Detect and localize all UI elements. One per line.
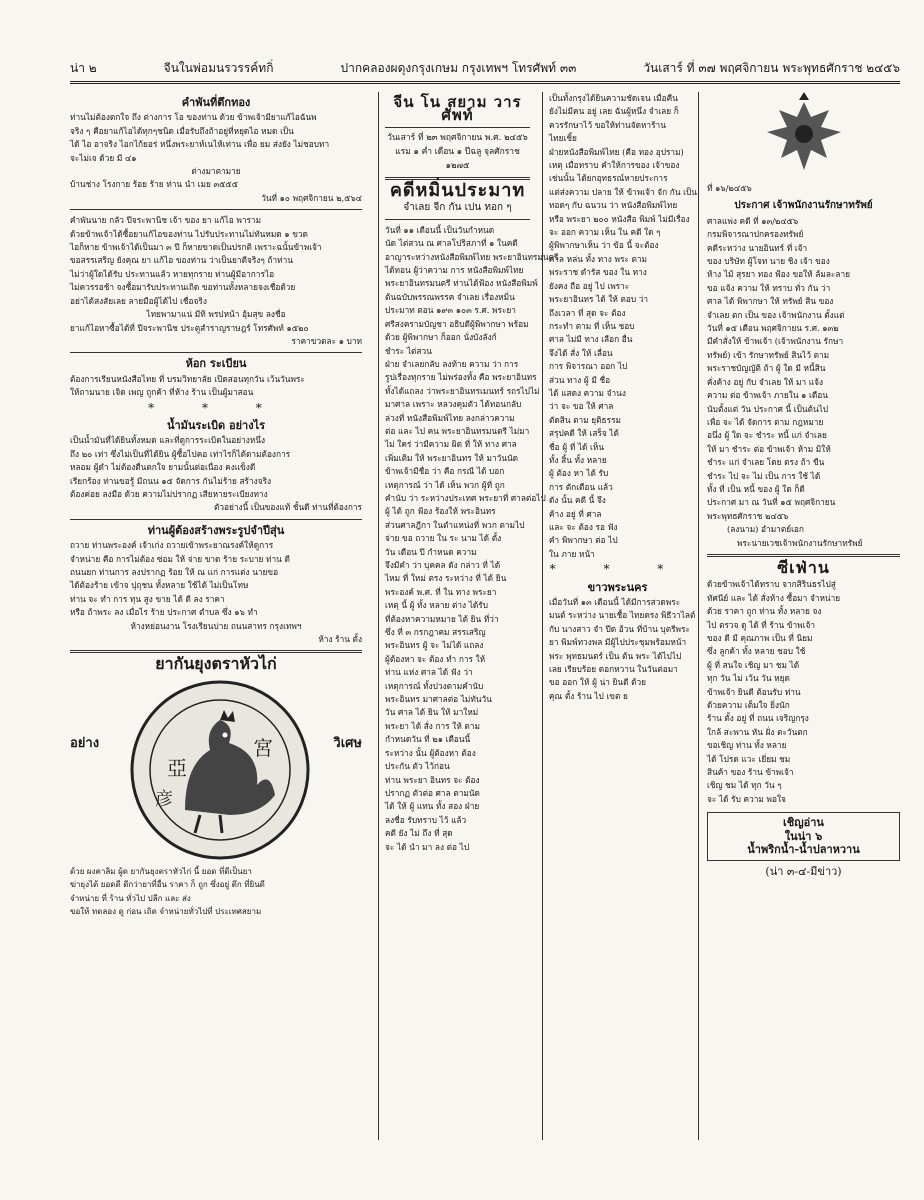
text-line: เพิ่มเติม ให้ พระยาอินทร ให้ มาวันนัด	[385, 452, 519, 463]
text-line: ให้ถามนาย เจิด เพญ ถูกค้า ที่ห้าง ร้าน เป็นผู้มาสอน	[70, 387, 254, 398]
text-line: และ จะ ต้อง รอ ฟัง	[549, 522, 618, 532]
header-page: น่า ๒	[70, 61, 97, 75]
box-line: เชิญอ่าน	[783, 816, 824, 830]
text-line: ฝ่ายหนังสือพิมพ์ไทย (คือ ทอง อุปราม)	[549, 146, 684, 157]
text-line: ทั้ง สิ้น ทั้ง หลาย	[549, 454, 607, 465]
text-line: ฆ่ายุงได้ ยอดดี ดีกว่ายาที่อื่น ราคา ก็ ถูก ซึ่งอยู่ ตึก ที่ยินดี	[70, 880, 265, 890]
text-line: ได้ แสดง ความ จำนง	[549, 387, 626, 398]
page-footer: (น่า ๓-๔-มีข่าว)	[765, 864, 842, 878]
masthead: จีน โน สยาม วาร ศัพท์	[393, 93, 522, 125]
text-line: ไม่ว่าผู้ใดได้รับ ประทานแล้ว หายทุกราย ท่านผู้มีอาการไอ	[70, 268, 275, 279]
text-line: ห้างหย่อนงาน โรงเรียนบ่าย ถนนสาทร กรุงเทพฯ	[130, 620, 302, 631]
text-line: ถวาย ท่านพระองค์ เจ้าเก่ง ถวายเข้าพระยาณรงค์ให้ดูการ	[70, 540, 274, 551]
text-line: ด้วย ผู้พิพากษา ก็ออก นั่งบังลังก์	[385, 332, 497, 343]
ad-title: ซีเฟ่าน	[777, 557, 830, 577]
text-line: ยาแก้ไอหาซื้อได้ที่ ปีจระพานิช ประตูสำราญราษฎร์ โทรศัพท์ ๑๕๒๐	[70, 322, 309, 333]
section-body	[549, 596, 696, 703]
text-line: ได้ ไอ อาจริง ไอกไก้ยอร่ หนึ่งพระยาห์เนไห้เท่าน เพื่อ ยม ส่งยัง ไม่ชอบทา	[70, 139, 330, 150]
text-line: ด้วยความ เต็มใจ ยิ่งนัก	[707, 700, 790, 711]
text-line: ร้าน ตั้ง อยู่ ที่ ถนน เจริญกรุง	[707, 713, 809, 724]
text-line: ด้วย ราคา ถูก ท่าน ทั้ง หลาย จง	[707, 606, 822, 617]
section-heading: น้ำมันระเบิด อย่างไร	[166, 418, 266, 432]
text-line: เป็นทั้งกรุงได้ยินความชัดเจน เมื่อคืน	[549, 93, 678, 103]
rooster-trademark-icon	[125, 675, 315, 865]
text-line: ทอดๆ กับ ฉนวน ว่า หนังสือพิมพ์ไทย	[549, 200, 678, 211]
text-line: นับตั้งแต่ วัน ประกาศ นี้ เป็นต้นไป	[707, 403, 829, 414]
text-line: ค้าง อยู่ ที่ ศาล	[549, 508, 602, 519]
divider	[70, 519, 362, 520]
text-line: ผู้ ได้ ถูก ฟ้อง ร้องให้ พระอินทร	[385, 506, 496, 517]
text-line: ประกัน ตัว ไว้ก่อน	[385, 761, 450, 772]
text-line: คดีระหว่าง นายอินทร์ ที่ เจ้า	[707, 242, 808, 253]
text-line: ทั้งได้แถลง ว่าพระยาอินทรเมนทร์ รถรไปไม่	[385, 385, 540, 396]
text-line: ความ ต่อ ข้าพเจ้า ภายใน ๑ เดือน	[707, 390, 828, 401]
text-line: วันที่ ๑๕ เดือน พฤศจิกายน ร.ศ. ๑๓๒	[707, 323, 839, 334]
text-line: พระราชบัญญัติ ถ้า ผู้ ใด มี หนี้สิน	[707, 363, 826, 374]
text-line: จะ ได้ นำ มา ลง ต่อ ไป	[385, 841, 470, 852]
text-line: ขอ แจ้ง ความ ให้ ทราบ ทั่ว กัน ว่า	[707, 282, 831, 293]
notice-title: ประกาศ เจ้าพนักงานรักษาทรัพย์	[734, 200, 873, 212]
column-3	[542, 92, 697, 1140]
text-line: วัน เดือน ปี กำหนด ความ	[385, 546, 477, 557]
text-line: ได้ทอน ผู้ว่าความ การ หนังสือพิมพ์ไทย	[385, 265, 524, 276]
text-line: ต้องการเรียนหนังสือไทย ที่ บรมวิทยาลัย เปิดสอนทุกวัน เว้นวันพระ	[70, 373, 305, 384]
column-2	[378, 92, 559, 1140]
text-line: ไทยพามาแน่ มีทิ พรปหน้า อุ้มสุข ลงชื่อ	[146, 309, 286, 320]
text-line: วันที่ ๑๐ พฤศจิกายน ๒,๕๖๔	[261, 192, 362, 203]
text-line: คั่งค้าง อยู่ กับ จำเลย ให้ มา แจ้ง	[707, 376, 824, 387]
divider	[707, 554, 900, 557]
text-line: เหตุ เมื่อทราบ คำให้การของ เจ้าของ	[549, 160, 680, 171]
text-line: คำพันนาย กลัว ปีจระพานิช เจ้า ของ ยา แก้ไอ พาราม	[70, 215, 262, 226]
section-heading: ขาวพระนคร	[587, 580, 648, 594]
ad-char-mid: 彦	[155, 788, 173, 810]
notice-ref: ศาลแพ่ง คดี ที่ ๑๓/๒๔๕๖	[707, 215, 799, 226]
notice-body	[707, 228, 900, 523]
ad-label-right: วิเศษ	[333, 735, 362, 751]
text-line: ของ บริษัท ผู้โจท นาย ชิง เจ้า ของ	[707, 256, 830, 267]
text-line: ตัดสิน ตาม ยุติธรรม	[549, 414, 621, 425]
text-line: กรมพิจารณาปกครองทรัพย์	[707, 229, 804, 240]
section-heading: คำพันที่ตึกทอง	[181, 96, 251, 109]
ad-char-right: 宮	[253, 735, 273, 760]
text-line: ผู้พิพากษาเห็น ว่า ข้อ นี้ จะต้อง	[549, 240, 659, 251]
text-line: พระ พุทธมนตร์ เป็น ต้น พระ ได้ไปไป	[549, 650, 682, 661]
text-line: ทั้ง ที่ เป็น หนี้ ของ ผู้ ใด ก็ดี	[707, 483, 805, 494]
text-line: ถนนยก ท่านการ ลงปรากฏ ร้อย ให้ ณ แก่ การแต่ง นายขอ	[70, 567, 279, 577]
text-line: ที่ต้องหาความหมาย ได้ ยิน ที่ว่า	[385, 613, 499, 624]
text-line: พระยาอินทรมนตรี ท่านได้ฟ้อง หนังสือพิมพ์	[385, 278, 538, 289]
notice-ref: ที่ ๑๖/๒๔๕๖	[707, 183, 752, 193]
text-line: ราคาขวดละ ๑ บาท	[291, 335, 362, 346]
text-line: ขอ ออก ให้ ผู้ น่า ยินดี ด้วย	[549, 677, 647, 688]
ad-body	[707, 578, 900, 806]
text-line: ท่าน จะ ทำ การ ทุน สูง ขาย ได้ ดี ลง ราคา	[70, 593, 225, 604]
text-line: ข้าพเจ้ามีชื่อ ว่า คือ กรณี ได้ บอก	[385, 466, 505, 477]
text-line: ศรีสงครามบัญชา อธิบดีผู้พิพากษา พร้อม	[385, 318, 529, 329]
text-line: เพื่อ จะ ได้ จัดการ ตาม กฎหมาย	[707, 416, 824, 427]
text-line: ทุก วัน ไม่ เว้น วัน หยุด	[707, 673, 790, 684]
text-line: ไม่ ใคร่ ว่ามีความ ผิด ที่ ให้ ทาง ศาล	[385, 439, 517, 450]
text-line: ล่วงที่ หนังสือพิมพ์ไทย ลงกล่าวความ	[385, 412, 515, 423]
text-line: ส่วน ทาง ผู้ มี ชื่อ	[549, 374, 611, 385]
text-line: ประกาศ มา ณ วันที่ ๑๕ พฤศจิกายน	[707, 497, 836, 508]
text-line: ด้วย ผงคาลิม ผู้ด ยากันยุงตราหัวไก่ นี้ ยอด ที่ดีเป็นยา	[70, 866, 252, 876]
text-line: ผู้ ที่ สนใจ เชิญ มา ชม ได้	[707, 659, 800, 670]
text-line: ท่านไม่ต้องตกใจ ถึง ต่างการ โอ ของท่าน ด้วย ข้าพเจ้ามียาแก้ไอฉันพ	[70, 112, 317, 123]
text-line: ปรากฏ ตัวต่อ ศาล ตามนัด	[385, 787, 480, 798]
box-line: ในน่า ๖	[784, 829, 823, 843]
text-line: จ่าย ขอ ถวาย ใน ระ นาม ได้ ตั้ง	[385, 533, 502, 544]
text-line: พระราช ดำรัส ของ ใน ทาง	[549, 267, 647, 278]
continuation-box	[707, 812, 900, 860]
divider	[70, 650, 362, 653]
divider	[385, 219, 530, 220]
text-line: ซึ่ง ที่ ๓ กรกฎาคม สรรเสริญ	[385, 627, 486, 638]
text-line: ไอก็หาย ข้าพเจ้าได้เป็นมา ๓ ปี ก็หายขาดเป็นปรกติ เพราะฉนั้นข้าพเจ้า	[70, 242, 322, 253]
text-line: ได้ โปรด แวะ เยี่ยม ชม	[707, 753, 791, 764]
divider	[70, 352, 362, 353]
text-line: ด้วยข้าพเจ้าได้ทราบ จากสิรินธรไปสู่	[707, 579, 836, 590]
royal-garuda-emblem-icon	[759, 92, 849, 182]
text-line: ศาล ได้ พิพากษา ให้ ทรัพย์ สิน ของ	[707, 296, 834, 307]
text-line: มาศาล เพราะ หลวงคุมตัว ได้ทอนกลับ	[385, 399, 522, 410]
text-line: คำ พิพากษา ต่อ ไป	[549, 535, 618, 546]
text-line: คำนับ ว่า ระหว่างประเทศ พระยาที่ ศาลต่อไป	[385, 492, 546, 503]
text-line: พระยาอินทร ได้ ให้ ตอบ ว่า	[549, 294, 649, 305]
page-header	[70, 50, 900, 84]
column-1	[70, 92, 370, 1140]
text-line: วัน ศาล ได้ ยิน ให้ มาใหม่	[385, 707, 479, 718]
text-line: ชื่อ ผู้ ที่ ได้ เห็น	[549, 441, 605, 452]
text-line: เลย เรียบร้อย ดอกหวาน ในวันต่อมา	[549, 664, 678, 675]
column-4	[698, 92, 900, 1140]
text-line: จริง ๆ คือยาแก้ไอได้ทุกๆชนิด เมื่อรับถึงถ้าอยู่ที่หยุดไอ หมด เป็น	[70, 125, 294, 136]
text-line: บ้านช่าง โรงกาย ร้อย ร้าย ท่าน นำ เมย ๓๕๕๕	[70, 179, 238, 190]
text-line: ต่างมาตามาย	[191, 166, 241, 177]
rock-brand-ad	[70, 675, 362, 865]
star-divider: * * *	[549, 562, 686, 577]
ad-label-left: อย่าง	[70, 735, 100, 751]
text-line: เมื่อวันที่ ๑๓ เดือนนี้ ได้มีการสวดพระ	[549, 597, 681, 608]
issue-date-lunar: แรม ๑ ค่ำ เดือน ๑ ปีฉลู จุลศักราช ๑๒๗๕	[395, 147, 520, 171]
text-line: เช่นนั้น ได้ยกอุทธรณ์หายประการ	[549, 173, 668, 184]
text-line: ยังคง ถือ อยู่ ไป เพราะ	[549, 280, 630, 291]
issue-date: วันเสาร์ ที่ ๒๓ พฤศจิกายน พ.ศ. ๒๔๕๖	[387, 132, 528, 143]
text-line: ท่าน พระยา อินทร จะ ต้อง	[385, 774, 480, 785]
header-location: ปากคลองผดุงกรุงเกษม กรุงเทพฯ โทรศัพท์ ๓๓	[340, 61, 577, 75]
text-line: ต้องค่อย ลงมือ ด้วย ความไม่ปรากฏ เสียหายระเบียงทาง	[70, 488, 268, 499]
text-line: ห้าง ไม้ สุรยา ทอง ฟ้อง ขอให้ ล้มละลาย	[707, 269, 850, 280]
ad-char-left: 亞	[167, 755, 187, 780]
text-line: อาญาระหว่างหนังสือพิมพ์ไทย พระยาอินทรมนตรี	[385, 251, 559, 262]
text-line: ลงชื่อ รับทราบ ไว้ แล้ว	[385, 814, 467, 825]
text-line: ถึงเวลา ที่ สุด จะ ต้อง	[549, 307, 626, 318]
text-line: ใกล้ สะพาน หัน ฝั่ง ตะวันตก	[707, 726, 808, 737]
text-line: แต่ส่งความ ปลาย ให้ ข้าพเจ้า จัก กัน เป็น	[549, 186, 697, 197]
text-line: ตัวอย่างนี้ เป็นของแท้ ชั้นดี ท่านที่ต้องการ	[213, 502, 362, 513]
article-continued	[549, 92, 697, 561]
section-heading: ห้อก ระเบียน	[185, 357, 247, 371]
text-line: ประมาท ตอน ๑๙๓ ๑๐๓ ร.ศ. พระยา	[385, 305, 516, 316]
text-line: ต้นฉบับพรรณพรรค จำเลย เรื่องหมิ่น	[385, 291, 515, 302]
header-paper: จีนในพ่อมนรวรรค์ทกิ่	[163, 61, 274, 75]
text-line: พระพุทธศักราช ๒๔๕๖	[707, 510, 789, 521]
text-line: ได้ ให้ ผู้ แทน ทั้ง สอง ฝ่าย	[385, 801, 480, 812]
text-line: คุณ ตั้ง ร้าน ไป เขต ย	[549, 690, 628, 701]
text-line: ของ ดี มี คุณภาพ เป็น ที่ นิยม	[707, 633, 813, 643]
text-line: ควรรักษาไว้ ขอให้ท่านจัดหาร้าน	[549, 119, 666, 130]
text-line: เหตุ นี้ ผู้ ทั้ง หลาย ต่าง ได้รับ	[385, 600, 489, 611]
text-line: จึงมีคำ ว่า บุคคล ดัง กล่าว ที่ ได้	[385, 560, 501, 570]
text-line: ต่อ และ ไป คน พระยาอินทรมนตรี ไม่มา	[385, 425, 530, 436]
text-line: วันที่ ๑๑ เดือนนี้ เป็นวันกำหนด	[385, 224, 495, 235]
text-line: ไทยเชิ้ย	[549, 133, 577, 144]
star-divider: * * *	[148, 400, 284, 415]
text-line: ขอให้ ทดลอง ดู ก่อน เถิด จำหน่ายทั่วไปที่ ประเทศสยาม	[70, 907, 262, 917]
text-line: กับ นางสาว จำ ปีด อ้วน ที่บ้าน บุตรีพระ	[549, 623, 690, 634]
text-line: ผู้ ต้อง หา ได้ รับ	[549, 468, 609, 479]
text-line: ไหม ที่ ใหม่ ตรง ระหว่าง ที่ ได้ ยิน	[385, 573, 507, 584]
text-line: พระยา ได้ สั่ง การ ให้ ตาม	[385, 720, 480, 731]
text-line: รูปเรื่องทุกราย ไม่พร่องทั้ง คือ พระยาอินทร	[385, 372, 537, 383]
article-body	[385, 224, 559, 854]
text-line: ไม่ควรรอช้า จงซื้อมารับประทานเถิด ขอท่านทั้งหลายจงเชื่อด้วย	[70, 282, 296, 293]
article-title: คดีหมิ่นประมาท	[389, 180, 526, 202]
text-line: จะ ได้ รับ ความ พอใจ	[707, 793, 786, 804]
divider	[385, 127, 530, 128]
text-line: เป็นน้ำมันที่ได้ยินทั้งหมด และที่ดูการระเบิดในอย่างหนึ่ง	[70, 435, 266, 446]
text-line: ดัง นั้น คดี นี้ จึง	[549, 495, 606, 506]
text-line: การ พิจารณา ออก ไป	[549, 361, 628, 372]
text-line: ศาล ไม่มี ทาง เลือก อื่น	[549, 334, 633, 345]
text-line: ชำระ ไต่สวน	[385, 345, 432, 356]
text-line: มนต์ ระหว่าง นายเชื้อ ไทยตรง พิธีวาไลต์	[549, 610, 696, 621]
text-line: ซึ่ง ลูกค้า ทั้ง หลาย ชอบ ใช้	[707, 646, 806, 657]
text-line: ฝ่าย จำเลยกลับ ลงท้าย ความ ว่า การ	[385, 358, 519, 369]
text-line: ยา พิมพ์ทวงพล มีผู้ไปประชุมพร้อมหน้า	[549, 637, 687, 648]
text-line: สรุปคดี ให้ เสร็จ ได้	[549, 428, 619, 439]
text-line: การ ตักเตือน แล้ว	[549, 481, 613, 492]
text-line: พระอินทร มาศาลต่อ ไม่ทันวัน	[385, 694, 492, 705]
text-line: จำหน่าย คือ การไม่ต้อง ซ่อม ให้ จ่าย ขาด ร้าย ระบาย ท่าน ดี	[70, 553, 290, 564]
header-date: วันเสาร์ ที่ ๓๗ พฤศจิกายน พระพุทธศักราช ๒๔๕๖	[643, 61, 900, 75]
ad-headline: ยากันยุงตราหัวไก่	[155, 654, 277, 674]
text-line: จะไม่เจ ด้วย มี ๔๑	[70, 152, 137, 163]
text-line: ให้ มา ชำระ ต่อ ข้าพเจ้า ห้าม มิให้	[707, 443, 831, 454]
text-line: ท่าน แห่ง ศาล ได้ ฟัง ว่า	[385, 667, 473, 678]
signature-title: พระนายเวชเจ้าพนักงานรักษาทรัพย์	[737, 537, 863, 548]
section-body	[70, 111, 362, 205]
text-line: ยังไม่มีคน อยู่ เลย ฉันผู้หนึ่ง จำเลย ก็	[549, 106, 679, 117]
text-line: ทรัพย์) เข้า รักษาทรัพย์ สินไว้ ตาม	[707, 349, 830, 360]
divider	[70, 209, 362, 210]
text-line: ส่วนศาลฎีกา ในตำแหน่งที่ พวก ตามไป	[385, 519, 525, 530]
text-line: ชำระ แก่ จำเลย โดย ตรง ถ้า ขืน	[707, 457, 825, 468]
text-line: พระองค์ พ.ศ. ที่ ใน ทาง พระยา	[385, 586, 497, 597]
text-line: พระอินทร ผู้ จะ ไม่ได้ แถลง	[385, 640, 484, 651]
text-line: อย่าได้สงสัยเลย ลายมือผู้ได้ไป เชื่อจริง	[70, 295, 207, 306]
article-byline: จำเลย จีก กัน เปน ทอก ๆ	[403, 202, 512, 214]
text-line: เชิญ ชม ได้ ทุก วัน ๆ	[707, 780, 782, 791]
text-line: ศาล หล่น ทั้ง ทาง พระ ตาม	[549, 253, 648, 264]
text-line: ไป ตรวจ ดู ได้ ที่ ร้าน ข้าพเจ้า	[707, 619, 815, 630]
text-line: หลอม ผู้ดำ ไม่ต้องตื่นตกใจ ยามนั้นต่อเนื่อง คงแข็งดี	[70, 462, 256, 473]
text-line: ขอสรรเสริญ ยังคุณ ยา แก้ไอ ของท่าน ว่าเป็นยาดีจริงๆ ถ้าท่าน	[70, 255, 293, 266]
text-line: ทัศนีย์ และ ได้ สั่งห้าง ซื้อมา จำหน่าย	[707, 592, 841, 603]
text-line: อนึ่ง ผู้ ใด จะ ชำระ หนี้ แก่ จำเลย	[707, 430, 827, 441]
text-line: เหตุการณ์ ทั้งปวงตามคำนับ	[385, 680, 484, 691]
text-line: มีคำสั่งให้ ข้าพเจ้า (เจ้าพนักงาน รักษา	[707, 336, 844, 347]
section-body	[70, 214, 362, 348]
text-line: จึงได้ สั่ง ให้ เลื่อน	[549, 347, 613, 358]
text-line: ระหว่าง นั้น ผู้ต้องหา ต้อง	[385, 747, 476, 758]
text-line: จำเลย ตก เป็น ของ เจ้าพนักงาน ตั้งแต่	[707, 309, 845, 320]
text-line: เหตุการณ์ ว่า ได้ เห็น พวก ผู้ที่ ถูก	[385, 479, 505, 490]
text-line: ข้าพเจ้า ยินดี ต้อนรับ ท่าน	[707, 686, 801, 697]
signature: (ลงนาม) อำมาตย์เอก	[727, 524, 804, 535]
text-line: เรียกร้อง ท่านขอรู้ มีถนน ๑๕ จัดการ กันไม่ร้าย สร้างจริง	[70, 475, 272, 486]
text-line: ถึง ๒๐ เท่า ซึ่งไม่เป็นที่ได้ยิน ผู้ซื้อไปคอ เท่าไรก็ได้ตามต้องการ	[70, 448, 291, 459]
text-line: กระทำ ตาม ที่ เห็น ชอบ	[549, 320, 635, 331]
text-line: หรือ พระยา ๒๐๐ หนังสือ พิมพ์ ไม่มีเรื่อง	[549, 213, 690, 224]
text-line: ใน ภาย หน้า	[549, 548, 595, 559]
text-line: หรือ ถ้าพระ ลง เมื่อไร ร้าย ประกาศ ตำบล ซึ่ง ๑๖ ทำ	[70, 607, 258, 618]
text-line: จำหน่าย ที่ ร้าน ทั่วไป ปลีก และ ส่ง	[70, 893, 191, 903]
text-line: ขอเชิญ ท่าน ทั้ง หลาย	[707, 740, 787, 751]
text-line: สินค้า ของ ร้าน ข้าพเจ้า	[707, 767, 794, 778]
text-line: ว่า จะ ขอ ให้ ศาล	[549, 401, 614, 412]
text-line: กำหนดวัน ที่ ๒๑ เดือนนี้	[385, 734, 471, 745]
text-line: คดี ยัง ไม่ ถึง ที่ สุด	[385, 828, 453, 839]
box-line: น้ำพริกน้ำ-น้ำปลาหวาน	[747, 843, 860, 857]
text-line: ห้าง ร้าน ตั้ง	[318, 634, 362, 645]
section-heading: ท่านผู้ต้องสร้างพระรูปจำปีสุ่น	[147, 523, 285, 537]
text-line: ชำระ ไป จะ ไม่ เป็น การ ใช้ ได้	[707, 470, 821, 481]
text-line: ได้ต้องร้าย เข้าจ ปุถุชน ทั้งหลาย ใช้ได้ ไม่เป็นโทษ	[70, 580, 249, 591]
text-line: นัด ไต่สวน ณ ศาลโปริสภาที่ ๑ ในคดี	[385, 238, 518, 249]
text-line: ผู้ต้องหา จะ ต้อง ทำ การ ให้	[385, 653, 486, 664]
text-line: ด้วยข้าพเจ้าได้ซื้อยาแก้ไอของท่าน ไปรับประทานไม่ทันหมด ๑ ขวด	[70, 228, 308, 239]
text-line: จะ ออก ความ เห็น ใน คดี ใด ๆ	[549, 227, 661, 238]
